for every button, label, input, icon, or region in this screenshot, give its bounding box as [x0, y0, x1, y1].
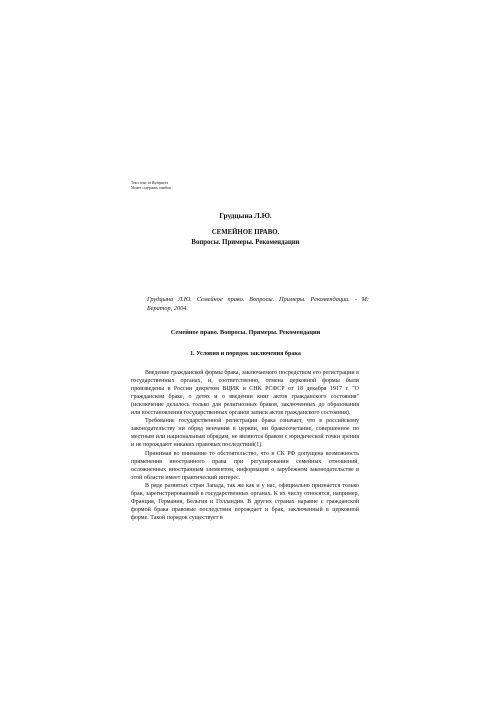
paragraph: Требование государственной регистрации брака означает, что в российскому законодательству ни обряд венчания в церкви, ни бракосочетание, совершенное по местным или национальным обрядам, не являются браком с юридической точки зрения и не порождают никаких правовых последствий(1). [131, 418, 359, 449]
body-text [131, 370, 359, 523]
book-title [0, 228, 491, 247]
chapter-title: 1. Условия и порядок заключения брака [190, 351, 301, 357]
author-name: Грудцына Л.Ю. [219, 211, 272, 220]
paragraph: В ряде развитых стран Запада, так же как и у нас, официально признается только брак, зарегистрированный в государственных органах. К их числу относятся, например, Франция, Германия, Бельгия и Голландия. В других странах наравне с гражданской формой брака правовые последствия порождает и брак, заключенный в церковной форме. Такой порядок существует в [131, 483, 359, 521]
source-note [131, 181, 171, 191]
paragraph: Введение гражданской формы брака, заключаемого посредством его регистрации в государственных органах, и, соответственно, отмена церковной формы были произведены в России декретом ВЦИК и СНК РСФСР от 18 декабря 1917 г. "О гражданском браке, о детях и о введении книг актов гражданского состояния" (исключение делалось только для религиозных браков, заключенных до образования или восстановления государственных органов записи актов гражданского состояния). [131, 370, 359, 416]
source-note-line-2: Может содержать ошибки [131, 186, 171, 190]
paragraph: Принимая во внимание то обстоятельство, что в СК РФ допущена возможность применения иностранного права при регулировании семейных отношений, осложненных иностранным элементом, информация о зарубежном законодательстве в этой области имеет практический интерес. [131, 450, 359, 481]
book-title-subtitle: Вопросы. Примеры. Рекомендации [191, 238, 300, 246]
bibliographic-citation: Грудцына Л.Ю. Семейное право. Вопросы. Примеры. Рекомендации. - М: Бератор, 2004. [147, 296, 369, 312]
source-note-line-1: Текст взят из Интернета [131, 181, 169, 185]
book-title-main: СЕМЕЙНОЕ ПРАВО. [211, 229, 280, 236]
section-title: Семейное право. Вопросы. Примеры. Рекомендации [170, 329, 321, 336]
